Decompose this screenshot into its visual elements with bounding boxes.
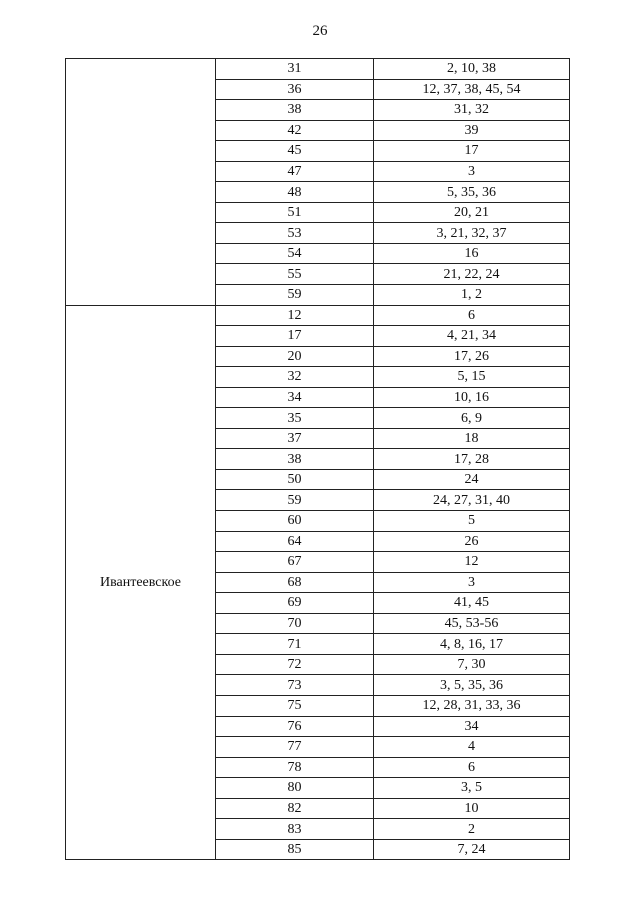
items-cell: 6, 9	[374, 408, 570, 429]
number-cell: 32	[216, 367, 374, 388]
items-cell: 24	[374, 469, 570, 490]
number-cell: 70	[216, 613, 374, 634]
items-cell: 6	[374, 305, 570, 326]
items-cell: 10	[374, 798, 570, 819]
number-cell: 48	[216, 182, 374, 203]
items-cell: 16	[374, 243, 570, 264]
number-cell: 82	[216, 798, 374, 819]
number-cell: 67	[216, 552, 374, 573]
number-cell: 68	[216, 572, 374, 593]
number-cell: 75	[216, 695, 374, 716]
items-cell: 24, 27, 31, 40	[374, 490, 570, 511]
items-cell: 3, 5	[374, 778, 570, 799]
page-number: 26	[312, 23, 328, 39]
items-cell: 10, 16	[374, 387, 570, 408]
number-cell: 20	[216, 346, 374, 367]
number-cell: 38	[216, 449, 374, 470]
items-cell: 3, 21, 32, 37	[374, 223, 570, 244]
number-cell: 35	[216, 408, 374, 429]
items-cell: 21, 22, 24	[374, 264, 570, 285]
items-cell: 3	[374, 572, 570, 593]
number-cell: 37	[216, 428, 374, 449]
number-cell: 38	[216, 100, 374, 121]
number-cell: 36	[216, 79, 374, 100]
items-cell: 1, 2	[374, 285, 570, 306]
items-cell: 7, 30	[374, 654, 570, 675]
items-cell: 5	[374, 511, 570, 532]
number-cell: 34	[216, 387, 374, 408]
items-cell: 5, 15	[374, 367, 570, 388]
items-cell: 4, 8, 16, 17	[374, 634, 570, 655]
items-cell: 20, 21	[374, 202, 570, 223]
items-cell: 26	[374, 531, 570, 552]
number-cell: 59	[216, 490, 374, 511]
items-cell: 18	[374, 428, 570, 449]
number-cell: 45	[216, 141, 374, 162]
items-cell: 39	[374, 120, 570, 141]
items-cell: 41, 45	[374, 593, 570, 614]
number-cell: 77	[216, 737, 374, 758]
table-row	[66, 59, 570, 80]
items-cell: 3, 5, 35, 36	[374, 675, 570, 696]
items-cell: 12, 37, 38, 45, 54	[374, 79, 570, 100]
items-cell: 7, 24	[374, 839, 570, 860]
number-cell: 80	[216, 778, 374, 799]
number-cell: 64	[216, 531, 374, 552]
items-cell: 6	[374, 757, 570, 778]
group-name-cell	[66, 59, 216, 306]
number-cell: 60	[216, 511, 374, 532]
number-cell: 51	[216, 202, 374, 223]
number-cell: 59	[216, 285, 374, 306]
number-cell: 69	[216, 593, 374, 614]
items-cell: 34	[374, 716, 570, 737]
items-cell: 2, 10, 38	[374, 59, 570, 80]
items-cell: 17, 28	[374, 449, 570, 470]
number-cell: 12	[216, 305, 374, 326]
items-cell: 4	[374, 737, 570, 758]
number-cell: 73	[216, 675, 374, 696]
number-cell: 31	[216, 59, 374, 80]
number-cell: 17	[216, 326, 374, 347]
number-cell: 53	[216, 223, 374, 244]
number-cell: 83	[216, 819, 374, 840]
table-row	[66, 305, 570, 326]
number-cell: 76	[216, 716, 374, 737]
items-cell: 17, 26	[374, 346, 570, 367]
number-cell: 54	[216, 243, 374, 264]
number-cell: 42	[216, 120, 374, 141]
number-cell: 55	[216, 264, 374, 285]
number-cell: 71	[216, 634, 374, 655]
items-cell: 3	[374, 161, 570, 182]
items-cell: 12	[374, 552, 570, 573]
items-cell: 17	[374, 141, 570, 162]
number-cell: 47	[216, 161, 374, 182]
items-cell: 2	[374, 819, 570, 840]
items-cell: 5, 35, 36	[374, 182, 570, 203]
number-cell: 50	[216, 469, 374, 490]
items-cell: 31, 32	[374, 100, 570, 121]
table-body	[66, 59, 570, 860]
group-name-cell: Ивантеевское	[66, 305, 216, 860]
items-cell: 12, 28, 31, 33, 36	[374, 695, 570, 716]
data-table	[65, 58, 570, 860]
number-cell: 72	[216, 654, 374, 675]
items-cell: 4, 21, 34	[374, 326, 570, 347]
items-cell: 45, 53-56	[374, 613, 570, 634]
number-cell: 78	[216, 757, 374, 778]
number-cell: 85	[216, 839, 374, 860]
